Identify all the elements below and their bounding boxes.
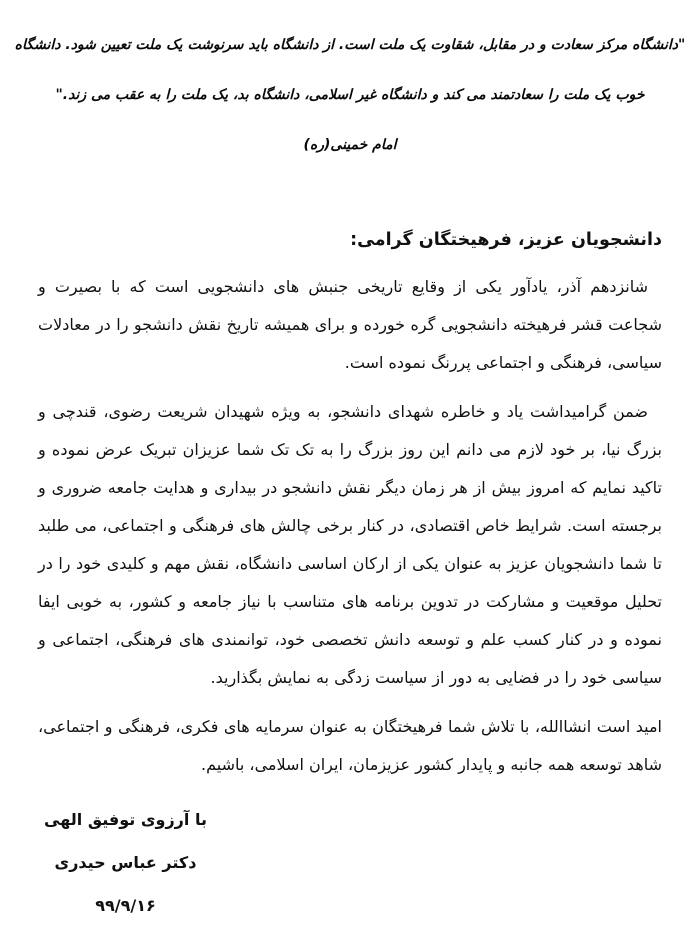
paragraph-3: امید است انشاالله، با تلاش شما فرهیختگان به عنوان سرمایه های فکری، فرهنگی و اجتماعی، شاهد توسعه همه جانبه و پایدار کشور عزیزمان، ایران اسلامی، باشیم. bbox=[38, 717, 662, 774]
paragraph-1: شانزدهم آذر، یادآور یکی از وقایع تاریخی جنبش های دانشجویی است که با بصیرت و شجاعت قشر فرهیخته دانشجویی گره خورده و برای همیشه تاریخ نقش دانشجو را در معادلات سیاسی، فرهنگی و اجتماعی پررنگ نموده است. bbox=[38, 277, 662, 372]
header-quote bbox=[8, 20, 692, 170]
salutation: دانشجویان عزیز، فرهیختگان گرامی: bbox=[350, 230, 662, 250]
closing-line: با آرزوی توفیق الهی bbox=[44, 810, 207, 829]
signer-name: دکتر عباس حیدری bbox=[54, 853, 197, 872]
quote-attribution: امام خمینی(ره) bbox=[303, 137, 397, 153]
letter-date: ۹۹/۹/۱۶ bbox=[95, 896, 156, 915]
signature-block bbox=[44, 798, 207, 927]
paragraph-2: ضمن گرامیداشت یاد و خاطره شهدای دانشجو، به ویژه شهیدان شریعت رضوی، قندچی و بزرگ نیا، بر خود لازم می دانم این روز بزرگ را به تک تک شما عزیزان تبریک عرض نموده و تاکید نمایم که امروز بیش از هر زمان دیگر نقش دانشجو در بیداری و هدایت جامعه ضروری و برجسته است. شرایط خاص اقتصادی، در کنار برخی چالش های فرهنگی و اجتماعی، می طلبد تا شما دانشجویان عزیز به عنوان یکی از ارکان اساسی دانشگاه، نقش مهم و کلیدی خود را در تحلیل موقعیت و مشارکت در تدوین برنامه های متناسب با نیاز جامعه و کشور، به خوبی ایفا نموده و در کنار کسب علم و توسعه دانش تخصصی خود، توانمندی های فرهنگی، اجتماعی و سیاسی خود را در فضایی به دور از سیاست زدگی به نمایش بگذارید. bbox=[38, 402, 662, 687]
quote-text: "دانشگاه مرکز سعادت و در مقابل، شقاوت یک ملت است. از دانشگاه باید سرنوشت یک ملت تعیین شود. دانشگاه خوب یک ملت را سعادتمند می کند و دانشگاه غیر اسلامی، دانشگاه بد، یک ملت را به عقب می زند." bbox=[14, 37, 686, 103]
